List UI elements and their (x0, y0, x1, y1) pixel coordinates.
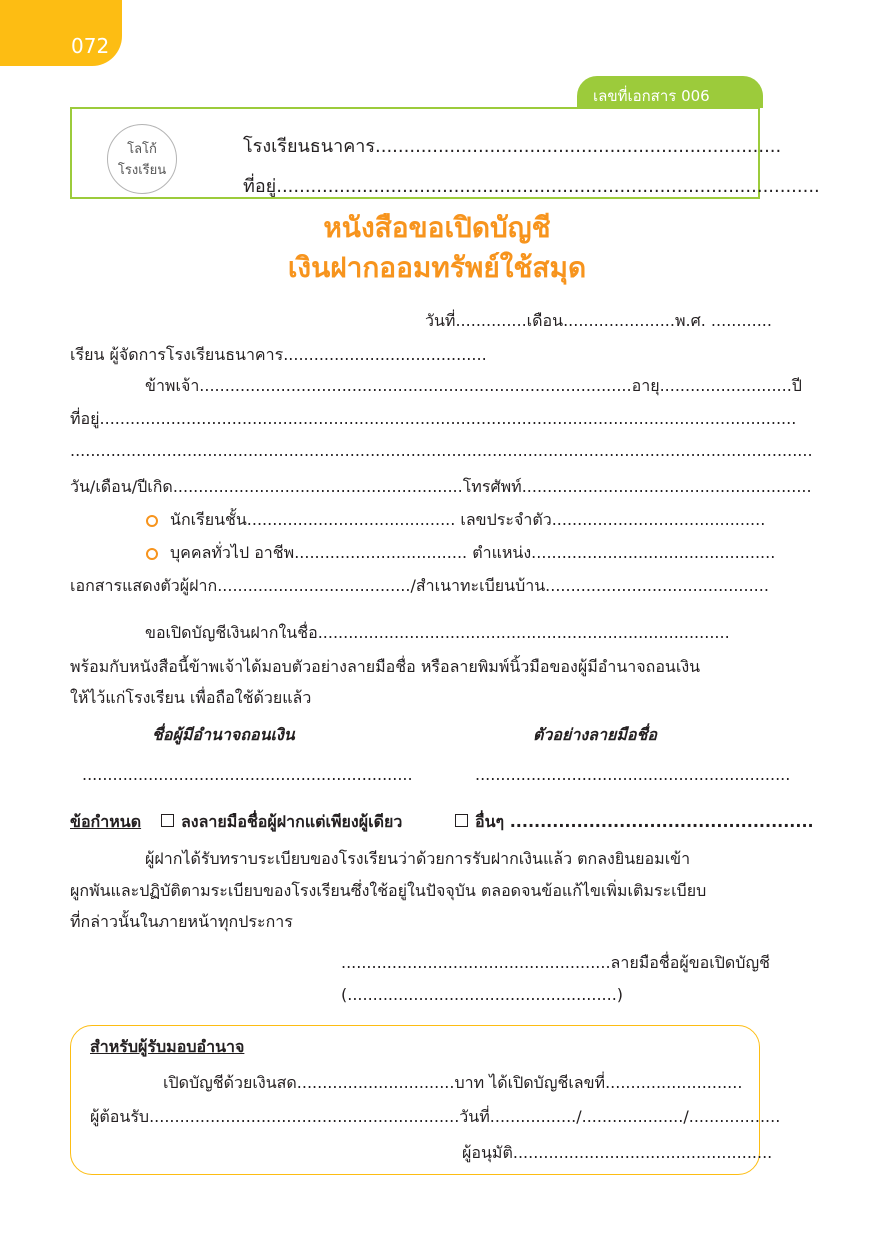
date-field[interactable]: วันที่..............เดือน......................พ.ศ. ............ (425, 311, 772, 330)
checkbox-icon (455, 814, 468, 827)
consent-paragraph-line2: ให้ไว้แก่โรงเรียน เพื่อถือใช้ด้วยแล้ว (70, 688, 312, 707)
form-title-line2: เงินฝากออมทรัพย์ใช้สมุด (287, 251, 587, 284)
sole-signer-checkbox[interactable] (161, 812, 174, 831)
approver-field[interactable]: ผู้อนุมัติ................................................... (462, 1143, 773, 1162)
radio-circle-icon (146, 548, 158, 560)
applicant-signature-field[interactable]: .....................................................ลายมือชื่อผู้ขอเปิดบัญชี (341, 953, 770, 972)
applicant-printed-name-field[interactable]: (.....................................................) (341, 985, 624, 1004)
occupation-position-field[interactable]: บุคคลทั่วไป อาชีพ.................................. ตำแหน่ง................................................ (170, 543, 776, 562)
recipient-field[interactable]: เรียน ผู้จัดการโรงเรียนธนาคาร........................................ (70, 345, 487, 364)
consent-paragraph-line1: พร้อมกับหนังสือนี้ข้าพเจ้าได้มอบตัวอย่างลายมือชื่อ หรือลายพิมพ์นิ้วมือของผู้มีอำนาจถอนเงิน (70, 657, 701, 676)
logo-label-line1: โลโก้ (127, 142, 157, 157)
school-logo-placeholder (107, 124, 177, 194)
document-number: เลขที่เอกสาร 006 (593, 87, 710, 105)
conditions-label: ข้อกำหนด (70, 812, 142, 831)
other-condition-field[interactable]: อื่นๆ .................................................. (475, 812, 814, 831)
authority-heading: สำหรับผู้รับมอบอำนาจ (90, 1037, 245, 1056)
school-bank-field[interactable]: โรงเรียนธนาคาร....................................................................... (243, 136, 782, 157)
terms-paragraph-line2: ผูกพันและปฏิบัติตามระเบียบของโรงเรียนซึ่งใช้อยู่ในปัจจุบัน ตลอดจนข้อแก้ไขเพิ่มเติมระเบียบ (70, 881, 707, 900)
signature-sample-field[interactable]: .............................................................. (475, 765, 791, 784)
general-person-radio[interactable] (146, 545, 158, 564)
account-name-field[interactable]: ขอเปิดบัญชีเงินฝากในชื่อ................................................................................. (145, 623, 730, 642)
cash-deposit-account-field[interactable]: เปิดบัญชีด้วยเงินสด...............................บาท ได้เปิดบัญชีเลขที่........................... (163, 1073, 743, 1092)
school-address-field[interactable]: ที่อยู่............................................................................................... (243, 176, 820, 197)
document-number-tab (577, 76, 763, 108)
page-number: 072 (71, 34, 110, 58)
logo-label-line2: โรงเรียน (117, 163, 167, 178)
sole-signer-label: ลงลายมือชื่อผู้ฝากแต่เพียงผู้เดียว (181, 812, 403, 831)
form-title-line1: หนังสือขอเปิดบัญชี (323, 211, 551, 244)
applicant-address-field[interactable]: ที่อยู่......................................................................................................................................... (70, 409, 797, 428)
student-radio[interactable] (146, 512, 158, 531)
authorized-withdrawer-field[interactable]: ................................................................. (82, 765, 413, 784)
applicant-address-field-2[interactable]: .................................................................................................................................................. (70, 441, 813, 460)
other-condition-checkbox[interactable] (455, 812, 468, 831)
terms-paragraph-line1: ผู้ฝากได้รับทราบระเบียบของโรงเรียนว่าด้วยการรับฝากเงินแล้ว ตกลงยินยอมเข้า (145, 849, 691, 868)
authorized-withdrawer-heading: ชื่อผู้มีอำนาจถอนเงิน (152, 725, 295, 744)
id-document-field[interactable]: เอกสารแสดงตัวผู้ฝาก....................................../สำเนาทะเบียนบ้าน............................................ (70, 576, 769, 595)
receiver-date-field[interactable]: ผู้ต้อนรับ.............................................................วันที่................./..................../.................. (90, 1107, 781, 1126)
signature-sample-heading: ตัวอย่างลายมือชื่อ (533, 725, 657, 744)
terms-paragraph-line3: ที่กล่าวนั้นในภายหน้าทุกประการ (70, 912, 293, 931)
radio-circle-icon (146, 515, 158, 527)
birthdate-phone-field[interactable]: วัน/เดือน/ปีเกิด.........................................................โทรศัพท์......................................................... (70, 477, 812, 496)
applicant-name-age-field[interactable]: ข้าพเจ้า.....................................................................................อายุ..........................ปี (145, 376, 802, 395)
student-class-id-field[interactable]: นักเรียนชั้น......................................... เลขประจำตัว.......................................... (170, 510, 766, 529)
checkbox-icon (161, 814, 174, 827)
